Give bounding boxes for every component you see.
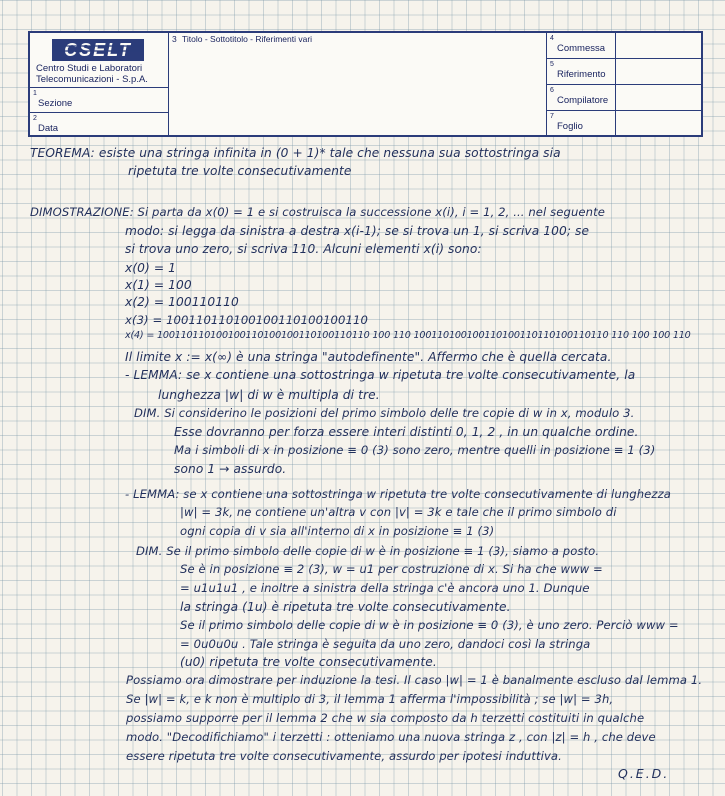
field-data — [30, 113, 169, 137]
lemma-1: - LEMMA: se x contiene una sottostringa w ripetuta tre volte consecutivamente, la — [125, 368, 636, 382]
sequence-element: x(4) = 100110110100100110100100110100110110 100 110 100110100100110100110110100110110 110 100 100 110 — [125, 330, 691, 341]
field-label: Commessa — [557, 43, 606, 54]
field-number: 1 — [33, 90, 37, 97]
cselt-logo — [52, 39, 144, 61]
lemma-1-proof: DIM. Si considerino le posizioni del primo simbolo delle tre copie di w in x, modulo 3. — [134, 406, 635, 420]
proof-line: Il limite x := x(∞) è una stringa "autodefinente". Affermo che è quella cercata. — [125, 350, 612, 364]
field-number: 7 — [550, 113, 554, 120]
field-label: Data — [38, 123, 59, 134]
field-label: Riferimento — [557, 69, 606, 80]
sequence-element: x(3) = 100110110100100110100100110 — [125, 313, 368, 327]
svg-text:CSELT: CSELT — [64, 40, 132, 60]
proof-line: DIMOSTRAZIONE: Si parta da x(0) = 1 e si costruisca la successione x(i), i = 1, 2, ... nel seguente — [30, 205, 605, 219]
lemma-1-proof: Esse dovranno per forza essere interi distinti 0, 1, 2 , in un qualche ordine. — [174, 425, 639, 439]
lemma-2-proof: = 0u0u0u . Tale stringa è seguita da uno zero, dandoci così la stringa — [180, 637, 591, 651]
form-header — [28, 31, 703, 137]
field-label: Compilatore — [557, 95, 609, 106]
field-title — [169, 33, 547, 137]
proof-line: si trova uno zero, si scriva 110. Alcuni elementi x(i) sono: — [125, 242, 482, 256]
lemma-2-proof: la stringa (1u) è ripetuta tre volte consecutivamente. — [180, 600, 511, 614]
lemma-2-proof: Se il primo simbolo delle copie di w è in posizione ≡ 0 (3), è uno zero. Perciò www = — [180, 618, 679, 632]
field-number: 6 — [550, 87, 554, 94]
field-value-box — [615, 111, 704, 137]
field-label: Titolo - Sottotitolo - Riferimenti vari — [182, 34, 313, 44]
field-commessa — [547, 33, 703, 59]
field-value-box — [615, 59, 704, 84]
lemma-2-proof: = u1u1u1 , e inoltre a sinistra della stringa c'è ancora uno 1. Dunque — [180, 581, 590, 595]
sequence-element: x(2) = 100110110 — [125, 295, 239, 309]
company-line-2: Telecomunicazioni - S.p.A. — [36, 74, 148, 85]
logo-cell — [30, 33, 169, 88]
induction-line: Se |w| = k, e k non è multiplo di 3, il lemma 1 afferma l'impossibilità ; se |w| = 3h, — [126, 692, 614, 706]
theorem-line-2: ripetuta tre volte consecutivamente — [128, 164, 352, 178]
lemma-2-line-2: |w| = 3k, ne contiene un'altra v con |v| = 3k e tale che il primo simbolo di — [180, 505, 617, 519]
lemma-2-proof: Se è in posizione ≡ 2 (3), w = u1 per costruzione di x. Si ha che www = — [180, 562, 603, 576]
field-number: 5 — [550, 61, 554, 68]
field-number: 2 — [33, 115, 37, 122]
induction-line: modo. "Decodifichiamo" i terzetti : otteniamo una nuova stringa z , con |z| = h , che deve — [126, 730, 656, 744]
field-label: Sezione — [38, 98, 73, 109]
induction-line: Possiamo ora dimostrare per induzione la tesi. Il caso |w| = 1 è banalmente escluso dal lemma 1. — [126, 673, 703, 687]
field-value-box — [615, 33, 704, 58]
lemma-1-line-2: lunghezza |w| di w è multipla di tre. — [158, 388, 380, 402]
field-riferimento — [547, 59, 703, 85]
field-label: Foglio — [557, 121, 583, 132]
lemma-2-line-3: ogni copia di v sia all'interno di x in posizione ≡ 1 (3) — [180, 524, 495, 538]
induction-line: essere ripetuta tre volte consecutivamente, assurdo per ipotesi induttiva. — [126, 749, 562, 763]
lemma-1-proof: Ma i simboli di x in posizione ≡ 0 (3) sono zero, mentre quelli in posizione ≡ 1 (3) — [174, 443, 656, 457]
induction-line: possiamo supporre per il lemma 2 che w sia composto da h terzetti costituiti in qualche — [126, 711, 645, 725]
field-number: 3 — [172, 34, 177, 44]
field-number: 4 — [550, 35, 554, 42]
sequence-element: x(1) = 100 — [125, 278, 192, 292]
lemma-2: - LEMMA: se x contiene una sottostringa w ripetuta tre volte consecutivamente di lunghezza — [125, 487, 671, 501]
sequence-element: x(0) = 1 — [125, 261, 176, 275]
field-value-box — [615, 85, 704, 110]
theorem-line-1: TEOREMA: esiste una stringa infinita in (0 + 1)* tale che nessuna sua sottostringa sia — [30, 146, 561, 160]
lemma-1-proof: sono 1 → assurdo. — [174, 462, 287, 476]
lemma-2-proof: (u0) ripetuta tre volte consecutivamente. — [180, 655, 437, 669]
field-compilatore — [547, 85, 703, 111]
field-sezione — [30, 88, 169, 113]
company-line-1: Centro Studi e Laboratori — [36, 63, 143, 74]
field-foglio — [547, 111, 703, 137]
proof-line: modo: si legga da sinistra a destra x(i-1); se si trova un 1, si scriva 100; se — [125, 224, 590, 238]
lemma-2-proof: DIM. Se il primo simbolo delle copie di w è in posizione ≡ 1 (3), siamo a posto. — [136, 544, 600, 558]
qed-mark: Q.E.D. — [618, 766, 670, 781]
company-name — [36, 63, 166, 85]
